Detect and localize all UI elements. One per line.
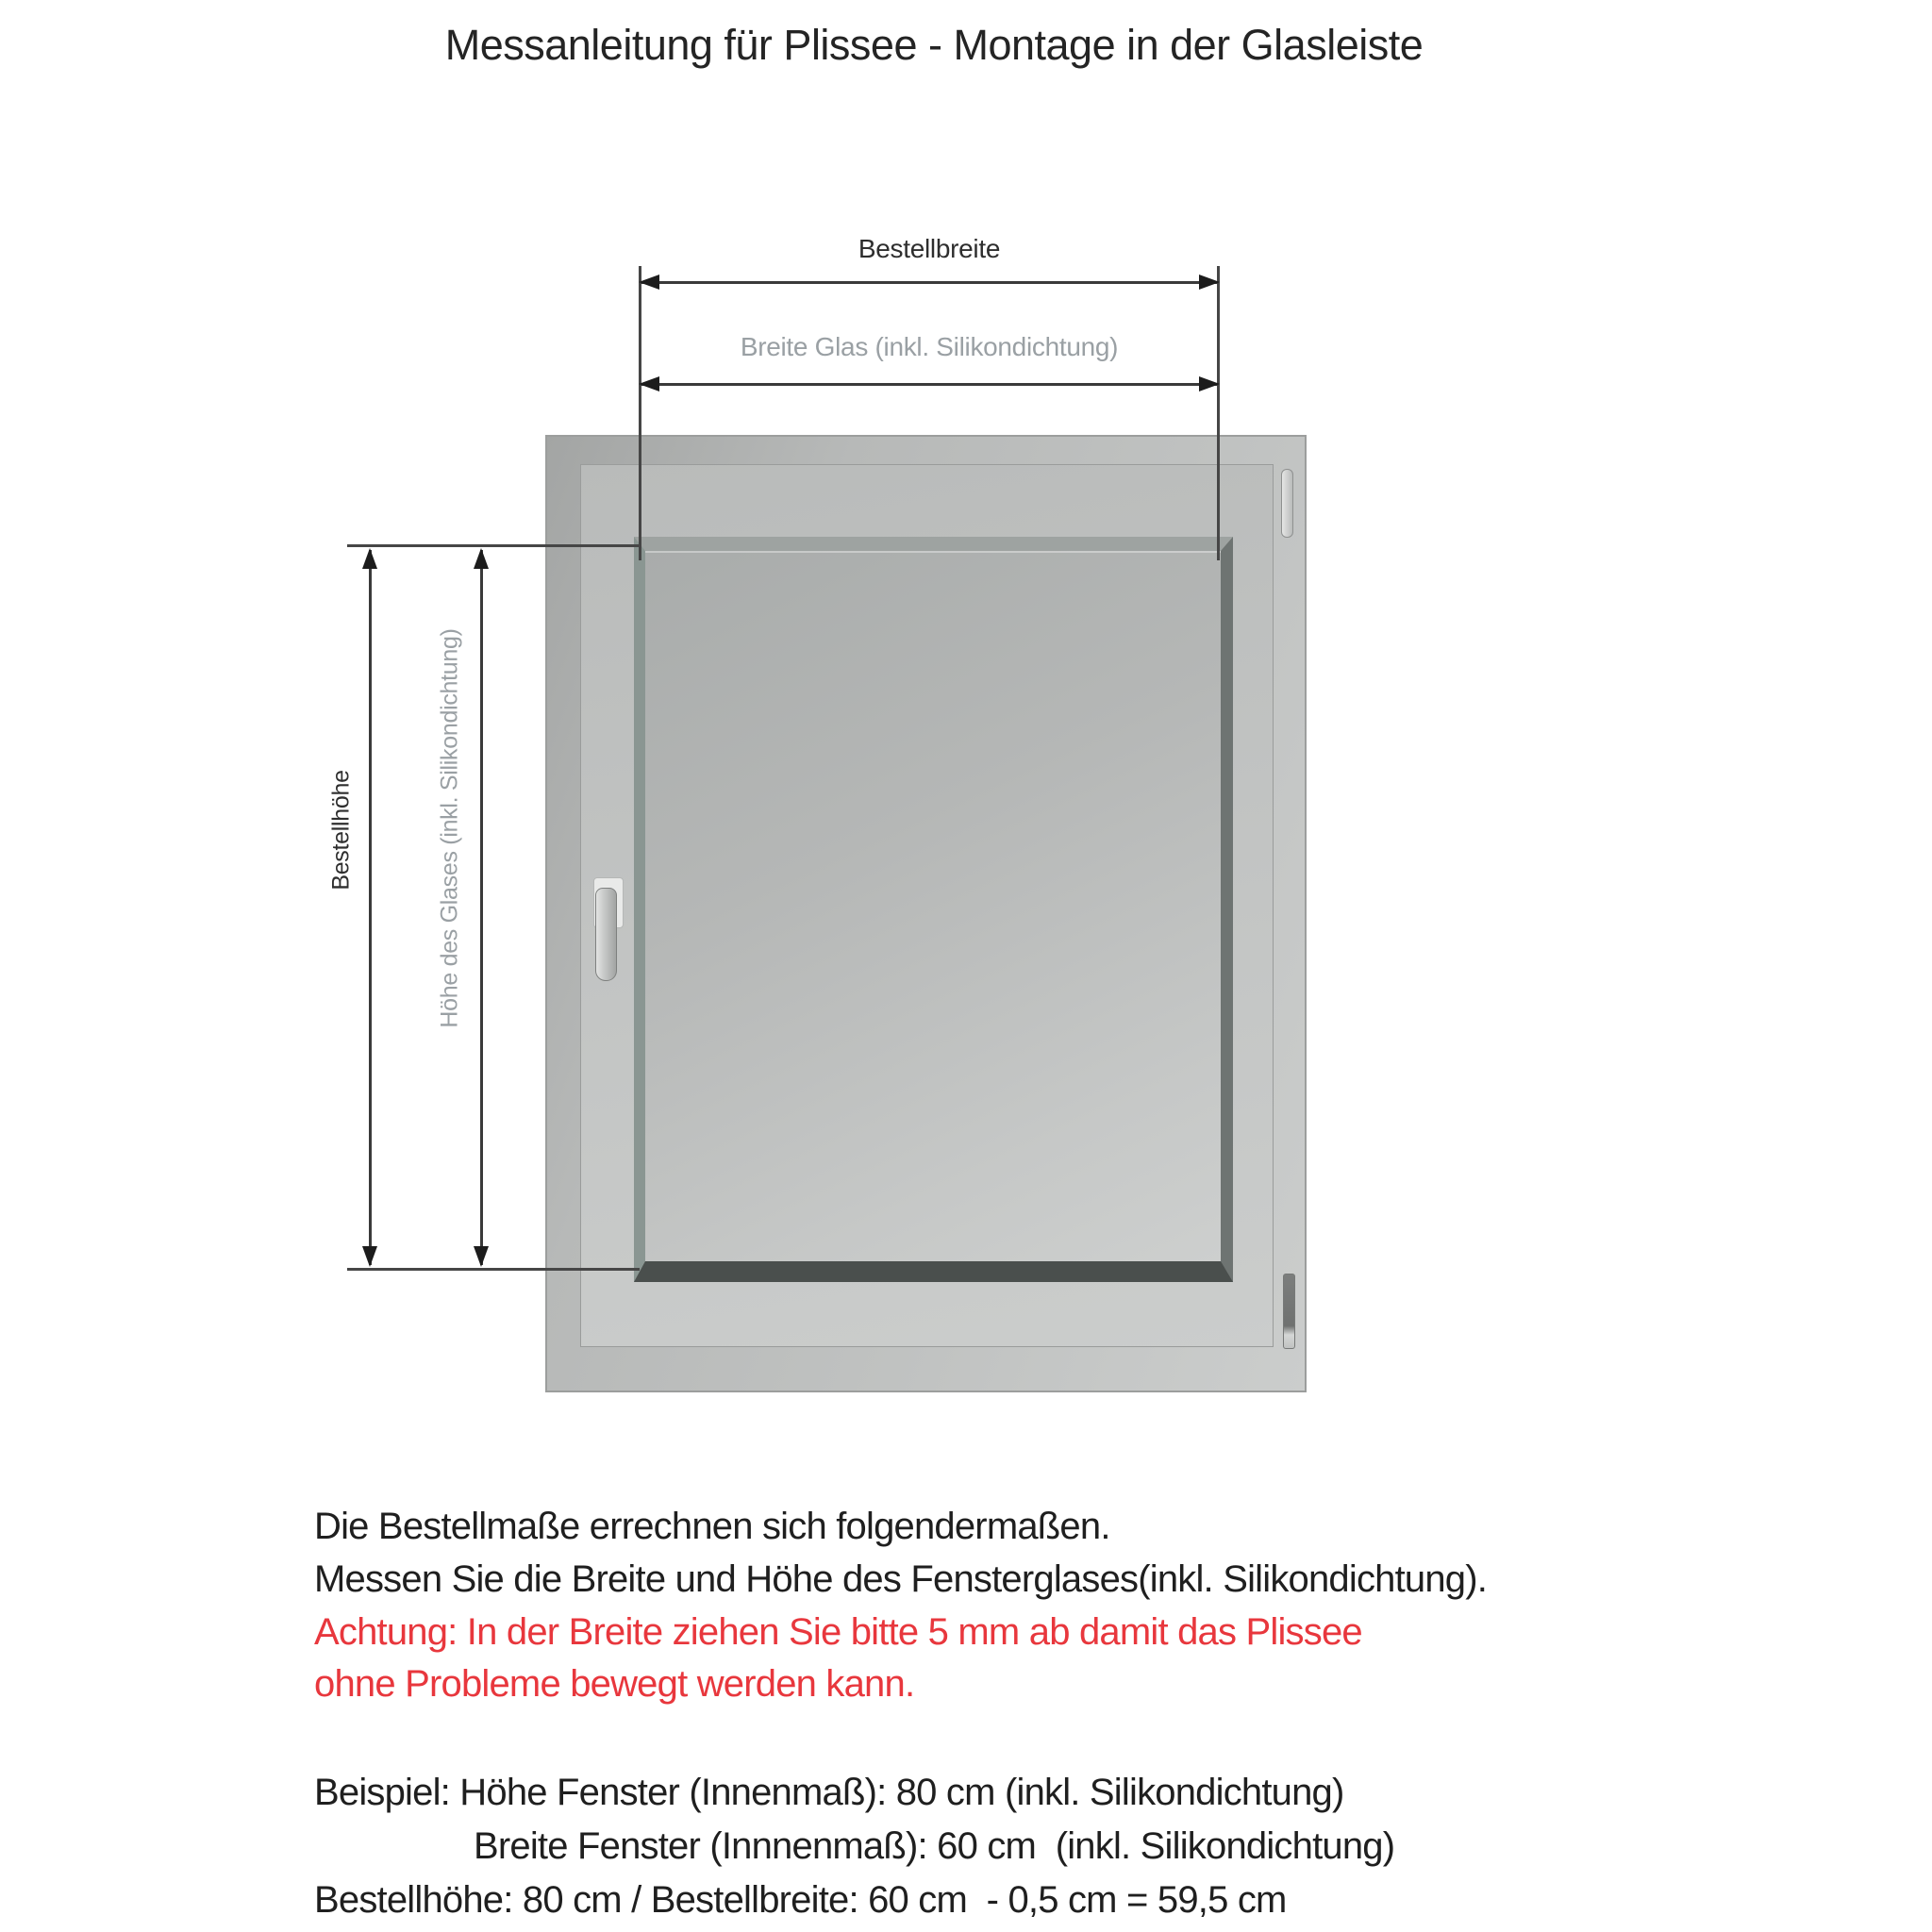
glass-width-label: Breite Glas (inkl. Silikondichtung) (740, 332, 1119, 361)
window-handle-icon (595, 888, 617, 981)
hinge-bottom-icon (1283, 1274, 1295, 1349)
arrow-head-up-icon (362, 548, 377, 569)
window-illustration (545, 435, 1307, 1392)
hinge-top-icon (1281, 469, 1293, 538)
example-line-1: Beispiel: Höhe Fenster (Innenmaß): 80 cm (inkl. Silikondichtung) (314, 1772, 1344, 1813)
arrow-head-right-icon (1199, 275, 1220, 290)
tick-line-bottom (347, 1268, 640, 1271)
order-width-label: Bestellbreite (858, 234, 1001, 263)
glass-height-dimension-arrow (473, 548, 490, 1267)
instruction-line-2: Messen Sie die Breite und Höhe des Fensterglases(inkl. Silikondichtung). (314, 1558, 1488, 1600)
order-height-dimension-arrow (361, 548, 378, 1267)
dimension-line (480, 550, 483, 1265)
dimension-line (641, 383, 1218, 386)
glass-width-dimension-arrow (639, 375, 1220, 392)
arrow-head-left-icon (639, 275, 659, 290)
example-line-2: Breite Fenster (Innnenmaß): 60 cm (inkl. Silikondichtung) (474, 1825, 1395, 1867)
dimension-line (369, 550, 372, 1265)
arrow-head-down-icon (362, 1246, 377, 1267)
extension-line-right (1217, 266, 1220, 560)
order-height-label: Bestellhöhe (327, 770, 355, 891)
arrow-head-up-icon (474, 548, 489, 569)
example-line-3: Bestellhöhe: 80 cm / Bestellbreite: 60 cm - 0,5 cm = 59,5 cm (314, 1879, 1287, 1921)
arrow-head-down-icon (474, 1246, 489, 1267)
glass-height-label: Höhe des Glases (inkl. Silikondichtung) (436, 628, 463, 1028)
warning-line-2: ohne Probleme bewegt werden kann. (314, 1663, 915, 1705)
tick-line-top (347, 544, 640, 547)
arrow-head-right-icon (1199, 376, 1220, 391)
order-width-dimension-arrow (639, 274, 1220, 291)
window-glass (634, 537, 1233, 1282)
warning-line-1: Achtung: In der Breite ziehen Sie bitte 5 mm ab damit das Plissee (314, 1611, 1362, 1653)
instruction-line-1: Die Bestellmaße errechnen sich folgendermaßen. (314, 1506, 1110, 1547)
page-title: Messanleitung für Plissee - Montage in der Glasleiste (444, 21, 1424, 69)
dimension-line (641, 281, 1218, 284)
arrow-head-left-icon (639, 376, 659, 391)
extension-line-left (639, 266, 641, 560)
